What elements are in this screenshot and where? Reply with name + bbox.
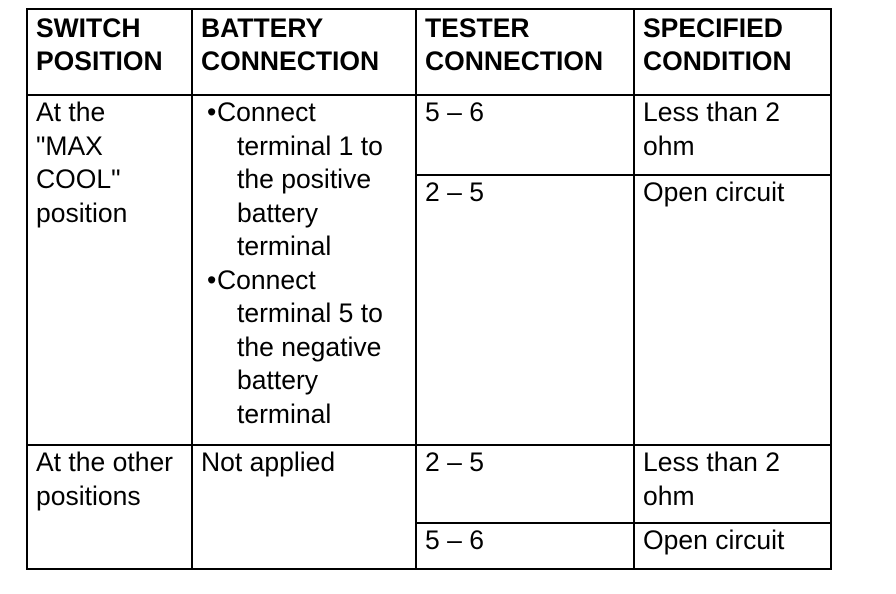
switch-inspection-table (26, 8, 832, 570)
tester-connection-text: 2 – 5 (425, 177, 484, 207)
battery-connection-list (201, 96, 409, 431)
header-battery-connection (192, 9, 416, 95)
specified-condition-cell (634, 523, 831, 569)
specified-condition-text: ohm (643, 130, 695, 161)
header-text: SWITCH (36, 13, 141, 43)
battery-connection-cell (192, 95, 416, 445)
header-text: BATTERY (201, 13, 324, 43)
header-text: CONDITION (643, 46, 792, 76)
list-item-text: the negative (237, 331, 382, 362)
switch-position-text: At the (36, 97, 106, 127)
list-item-text: terminal 5 to (237, 298, 383, 328)
list-item-text: battery (237, 365, 319, 395)
list-item (201, 264, 409, 432)
header-text: SPECIFIED (643, 13, 783, 43)
battery-connection-text: Not applied (201, 447, 336, 477)
list-item-text: terminal (237, 398, 332, 429)
bullet-icon: • (207, 264, 217, 295)
header-switch-position (27, 9, 192, 95)
switch-position-text: position (36, 197, 128, 228)
header-text: POSITION (36, 46, 163, 76)
tester-connection-cell (416, 523, 634, 569)
specified-condition-cell (634, 95, 831, 175)
list-item-text: battery (237, 197, 319, 228)
bullet-icon: • (207, 97, 217, 127)
header-tester-connection (416, 9, 634, 95)
list-item-text: terminal (237, 231, 332, 261)
switch-position-cell (27, 95, 192, 445)
specified-condition-text: Less than 2 (643, 97, 781, 127)
list-item-text: the positive (237, 164, 372, 194)
switch-position-cell (27, 445, 192, 569)
switch-position-text: "MAX (36, 130, 103, 161)
switch-position-text: At the other (36, 447, 174, 477)
header-text: CONNECTION (425, 46, 604, 76)
switch-position-text: COOL" (36, 164, 121, 194)
table-row (27, 445, 831, 523)
tester-connection-text: 2 – 5 (425, 447, 484, 477)
specified-condition-text: Open circuit (643, 525, 785, 555)
tester-connection-cell (416, 95, 634, 175)
specified-condition-text: Open circuit (643, 177, 785, 207)
list-item-text: terminal 1 to (237, 130, 383, 161)
table-row (27, 95, 831, 175)
specified-condition-cell (634, 445, 831, 523)
header-row (27, 9, 831, 95)
tester-connection-cell (416, 175, 634, 445)
header-specified-condition (634, 9, 831, 95)
specified-condition-text: Less than 2 (643, 447, 781, 477)
tester-connection-text: 5 – 6 (425, 97, 484, 127)
header-text: TESTER (425, 13, 530, 43)
battery-connection-cell (192, 445, 416, 569)
list-item-text: Connect (217, 97, 316, 127)
switch-position-text: positions (36, 480, 141, 511)
header-text: CONNECTION (201, 46, 380, 76)
list-item-text: Connect (217, 264, 316, 295)
list-item (201, 96, 409, 264)
specified-condition-cell (634, 175, 831, 445)
tester-connection-text: 5 – 6 (425, 525, 484, 555)
tester-connection-cell (416, 445, 634, 523)
specified-condition-text: ohm (643, 480, 695, 511)
